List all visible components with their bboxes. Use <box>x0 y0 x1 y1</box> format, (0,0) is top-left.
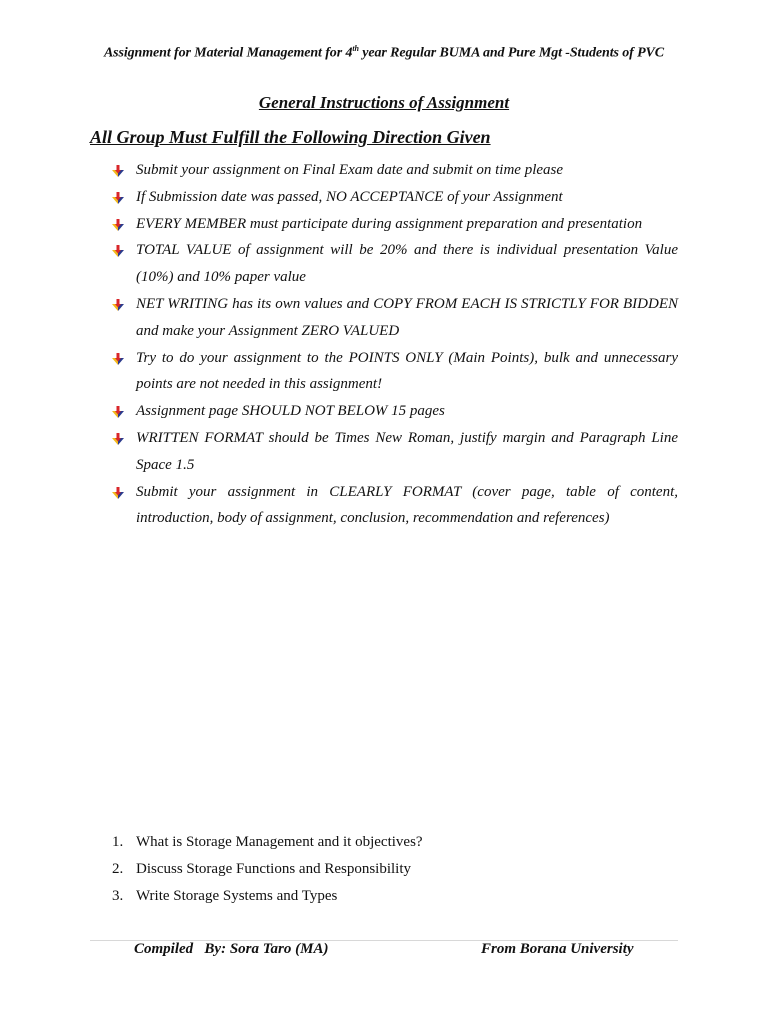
question-text: Discuss Storage Functions and Responsibility <box>136 860 411 877</box>
down-arrow-bullet-icon <box>112 192 124 204</box>
question-item <box>112 883 423 910</box>
question-number: 1. <box>112 834 124 850</box>
header-superscript: th <box>352 44 359 53</box>
instruction-item <box>112 184 678 211</box>
instruction-item <box>112 237 678 291</box>
footer-compiler: Compiled By: Sora Taro (MA) <box>134 941 329 957</box>
question-text: Write Storage Systems and Types <box>136 887 338 904</box>
instruction-text: NET WRITING has its own values and COPY FROM EACH IS STRICTLY FOR BIDDEN and make your Assignment ZERO VALUED <box>136 295 678 339</box>
instruction-text: EVERY MEMBER must participate during assignment preparation and presentation <box>136 215 643 232</box>
instruction-text: Try to do your assignment to the POINTS ONLY (Main Points), bulk and unnecessary points are not needed in this assignment! <box>136 349 678 393</box>
instruction-text: TOTAL VALUE of assignment will be 20% and there is individual presentation Value (10%) and 10% paper value <box>136 242 678 286</box>
document-header <box>0 44 768 62</box>
instruction-text: Submit your assignment in CLEARLY FORMAT (cover page, table of content, introduction, body of assignment, conclusion, recommendation and references) <box>136 483 678 527</box>
page-title: General Instructions of Assignment <box>258 93 510 112</box>
instruction-item <box>112 291 678 345</box>
down-arrow-bullet-icon <box>112 299 124 311</box>
instruction-item <box>112 211 678 238</box>
instruction-text: WRITTEN FORMAT should be Times New Roman, justify margin and Paragraph Line Space 1.5 <box>136 429 678 473</box>
instruction-text: Submit your assignment on Final Exam date and submit on time please <box>136 162 564 178</box>
header-suffix: year Regular BUMA and Pure Mgt -Students of PVC <box>358 45 665 61</box>
instruction-text: Assignment page SHOULD NOT BELOW 15 pages <box>136 403 445 420</box>
down-arrow-bullet-icon <box>112 406 124 418</box>
instruction-text: If Submission date was passed, NO ACCEPTANCE of your Assignment <box>136 188 563 205</box>
instruction-item <box>112 345 678 399</box>
instruction-list <box>112 157 678 532</box>
section-subtitle: All Group Must Fulfill the Following Direction Given <box>90 127 491 147</box>
footer-institution: From Borana University <box>481 941 634 957</box>
question-number: 2. <box>112 860 124 877</box>
instruction-item <box>112 157 678 184</box>
question-text: What is Storage Management and it objectives? <box>136 834 423 850</box>
question-item <box>112 829 423 856</box>
question-number: 3. <box>112 887 124 904</box>
down-arrow-bullet-icon <box>112 353 124 365</box>
instruction-item <box>112 425 678 479</box>
question-item <box>112 856 423 883</box>
down-arrow-bullet-icon <box>112 433 124 445</box>
down-arrow-bullet-icon <box>112 165 124 177</box>
instruction-item <box>112 479 678 533</box>
down-arrow-bullet-icon <box>112 487 124 499</box>
instruction-item <box>112 398 678 425</box>
down-arrow-bullet-icon <box>112 245 124 257</box>
header-prefix: Assignment for Material Management for 4 <box>103 45 353 61</box>
down-arrow-bullet-icon <box>112 219 124 231</box>
question-list <box>112 829 423 909</box>
